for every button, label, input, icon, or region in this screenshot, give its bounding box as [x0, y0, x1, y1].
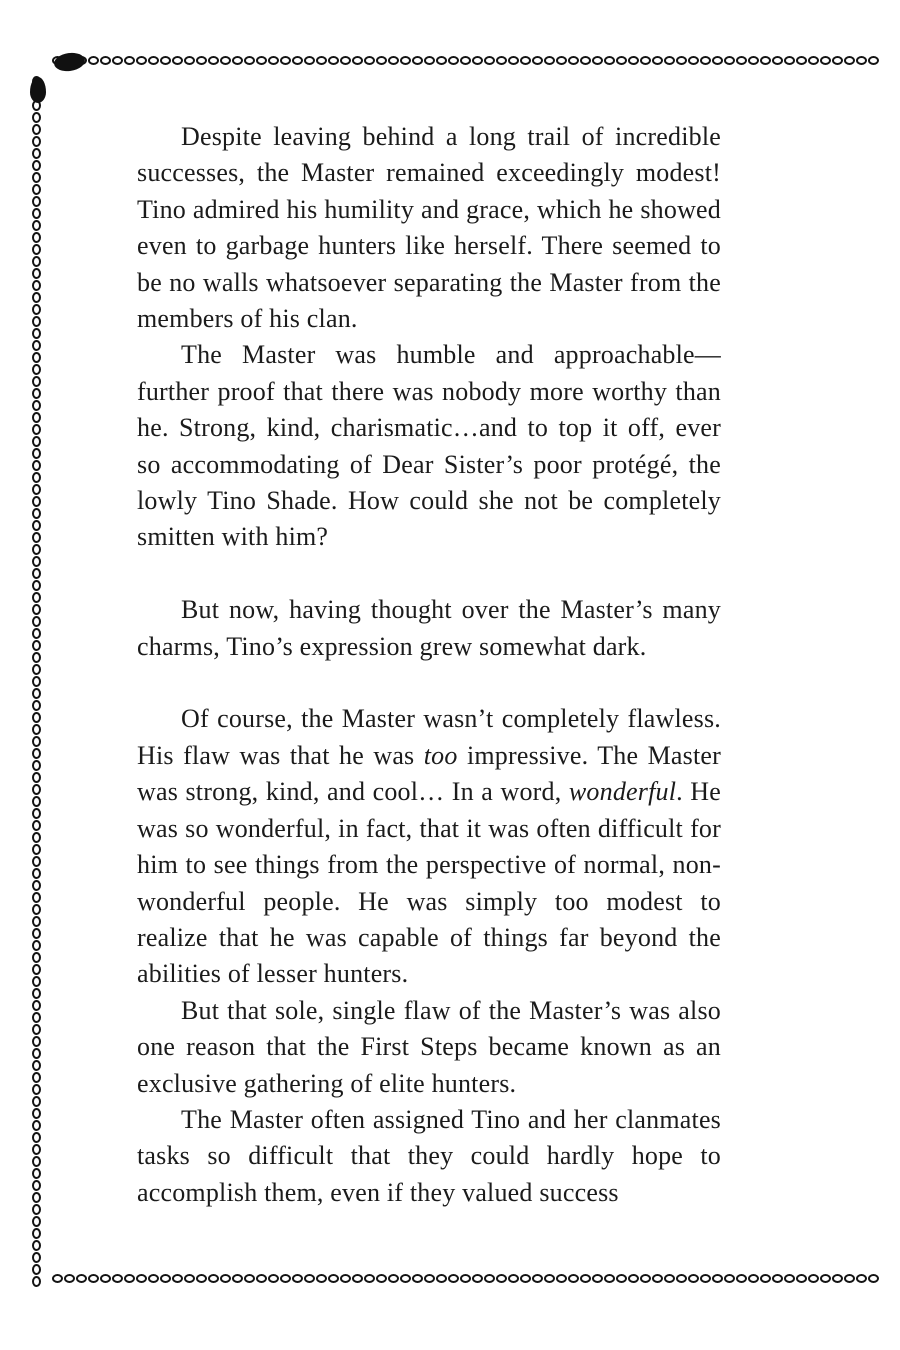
chain-link-icon — [700, 56, 711, 65]
chain-link-icon — [448, 1274, 459, 1283]
paragraph — [137, 592, 721, 665]
chain-link-icon — [100, 56, 111, 65]
chain-link-icon — [148, 1274, 159, 1283]
chain-link-icon — [244, 56, 255, 65]
chain-link-icon — [32, 652, 41, 663]
chain-link-icon — [460, 1274, 471, 1283]
chain-link-icon — [136, 1274, 147, 1283]
chain-link-icon — [32, 1096, 41, 1107]
chain-link-icon — [32, 940, 41, 951]
chain-link-icon — [32, 148, 41, 159]
chain-link-icon — [32, 988, 41, 999]
chain-link-icon — [832, 1274, 843, 1283]
chain-link-icon — [112, 1274, 123, 1283]
italic-text-run: too — [423, 740, 458, 770]
chain-link-icon — [32, 916, 41, 927]
chain-link-icon — [32, 1264, 41, 1275]
paragraph — [137, 119, 721, 337]
chain-link-icon — [32, 808, 41, 819]
chain-link-icon — [556, 1274, 567, 1283]
chain-link-icon — [664, 56, 675, 65]
chain-link-icon — [208, 56, 219, 65]
chain-link-icon — [32, 1036, 41, 1047]
chain-link-icon — [172, 1274, 183, 1283]
chain-link-icon — [772, 56, 783, 65]
chain-link-icon — [268, 1274, 279, 1283]
chain-link-icon — [148, 56, 159, 65]
chain-link-icon — [32, 316, 41, 327]
chain-link-icon — [32, 640, 41, 651]
chain-link-icon — [688, 56, 699, 65]
chain-link-icon — [760, 56, 771, 65]
chain-link-icon — [32, 568, 41, 579]
chain-link-icon — [32, 712, 41, 723]
chain-link-icon — [32, 592, 41, 603]
chain-link-icon — [32, 400, 41, 411]
chain-link-icon — [124, 56, 135, 65]
chain-link-icon — [184, 1274, 195, 1283]
chain-link-icon — [340, 1274, 351, 1283]
chain-link-icon — [32, 832, 41, 843]
chain-link-icon — [484, 56, 495, 65]
chain-link-icon — [32, 760, 41, 771]
chain-link-icon — [772, 1274, 783, 1283]
chain-link-icon — [808, 56, 819, 65]
chain-link-icon — [244, 1274, 255, 1283]
chain-link-icon — [796, 56, 807, 65]
chain-link-icon — [328, 56, 339, 65]
chain-link-icon — [460, 56, 471, 65]
chain-link-icon — [280, 1274, 291, 1283]
chain-link-icon — [352, 56, 363, 65]
chain-link-icon — [316, 1274, 327, 1283]
chain-link-icon — [32, 448, 41, 459]
chain-link-icon — [340, 56, 351, 65]
chain-link-icon — [32, 208, 41, 219]
italic-text-run: wonderful — [568, 777, 677, 807]
chain-link-icon — [436, 1274, 447, 1283]
chain-link-icon — [32, 1192, 41, 1203]
chain-link-icon — [424, 56, 435, 65]
chain-link-icon — [532, 1274, 543, 1283]
chain-link-icon — [32, 484, 41, 495]
chain-link-icon — [484, 1274, 495, 1283]
chain-link-icon — [304, 56, 315, 65]
chain-link-icon — [136, 56, 147, 65]
chain-link-icon — [436, 56, 447, 65]
chain-link-icon — [32, 532, 41, 543]
chain-link-icon — [32, 352, 41, 363]
chain-link-icon — [616, 1274, 627, 1283]
chain-link-icon — [520, 56, 531, 65]
chain-link-icon — [316, 56, 327, 65]
chain-link-icon — [32, 232, 41, 243]
chain-link-icon — [292, 1274, 303, 1283]
chain-link-icon — [32, 1216, 41, 1227]
chain-link-icon — [388, 56, 399, 65]
chain-link-icon — [32, 1000, 41, 1011]
chain-link-icon — [32, 820, 41, 831]
chain-link-icon — [448, 56, 459, 65]
chain-link-icon — [376, 56, 387, 65]
chain-link-icon — [604, 1274, 615, 1283]
chain-link-icon — [208, 1274, 219, 1283]
chain-link-icon — [88, 1274, 99, 1283]
text-run: But that sole, single flaw of the Master’s was also one reason that the First Steps became known as an exclusive gathering of elite hunters. — [137, 995, 721, 1098]
chain-link-icon — [412, 1274, 423, 1283]
chain-link-icon — [32, 1180, 41, 1191]
paragraph — [137, 337, 721, 555]
chain-link-icon — [64, 1274, 75, 1283]
chain-link-icon — [32, 1120, 41, 1131]
chain-link-icon — [32, 388, 41, 399]
chain-link-icon — [32, 604, 41, 615]
chain-link-icon — [424, 1274, 435, 1283]
chain-link-icon — [544, 1274, 555, 1283]
chain-link-icon — [628, 56, 639, 65]
chain-link-icon — [32, 976, 41, 987]
chain-link-icon — [556, 56, 567, 65]
chain-link-icon — [760, 1274, 771, 1283]
chain-link-icon — [868, 56, 879, 65]
chain-link-icon — [700, 1274, 711, 1283]
chain-link-icon — [844, 56, 855, 65]
chain-link-icon — [796, 1274, 807, 1283]
chain-link-icon — [232, 56, 243, 65]
chain-link-icon — [32, 460, 41, 471]
chain-link-icon — [32, 784, 41, 795]
chain-link-icon — [472, 56, 483, 65]
chain-link-icon — [32, 1228, 41, 1239]
chain-link-icon — [256, 1274, 267, 1283]
chain-link-icon — [748, 1274, 759, 1283]
chain-link-icon — [868, 1274, 879, 1283]
chain-link-icon — [844, 1274, 855, 1283]
chain-link-icon — [688, 1274, 699, 1283]
chain-link-icon — [32, 928, 41, 939]
chain-link-icon — [400, 1274, 411, 1283]
chain-link-icon — [724, 56, 735, 65]
chain-link-icon — [32, 1084, 41, 1095]
chain-link-icon — [32, 292, 41, 303]
chain-link-icon — [412, 56, 423, 65]
text-run: Of course, the Master wasn’t completely flawless. His flaw was that he was — [137, 704, 721, 770]
chain-link-icon — [32, 952, 41, 963]
chain-link-icon — [32, 664, 41, 675]
chain-link-icon — [32, 1168, 41, 1179]
chain-link-icon — [32, 700, 41, 711]
chain-link-icon — [32, 508, 41, 519]
chain-link-icon — [32, 1060, 41, 1071]
chain-link-icon — [32, 628, 41, 639]
chain-link-icon — [32, 772, 41, 783]
paragraph — [137, 993, 721, 1102]
chain-link-icon — [32, 184, 41, 195]
chain-link-icon — [220, 56, 231, 65]
chain-link-icon — [748, 56, 759, 65]
chain-bead-top — [53, 51, 86, 73]
text-run: The Master often assigned Tino and her clanmates tasks so difficult that they could hardly hope to accomplish them, even if they valued success — [137, 1104, 721, 1207]
chain-link-icon — [52, 1274, 63, 1283]
chain-link-icon — [32, 1240, 41, 1251]
chain-link-icon — [196, 56, 207, 65]
chain-link-icon — [32, 520, 41, 531]
page-text — [137, 119, 721, 1211]
chain-link-icon — [32, 136, 41, 147]
chain-link-icon — [832, 56, 843, 65]
chain-link-icon — [592, 56, 603, 65]
chain-link-icon — [328, 1274, 339, 1283]
chain-link-icon — [32, 616, 41, 627]
chain-link-icon — [32, 196, 41, 207]
chain-link-icon — [32, 472, 41, 483]
chain-link-icon — [196, 1274, 207, 1283]
chain-link-icon — [304, 1274, 315, 1283]
chain-link-icon — [220, 1274, 231, 1283]
chain-link-icon — [280, 56, 291, 65]
chain-link-icon — [32, 544, 41, 555]
chain-link-icon — [32, 160, 41, 171]
chain-link-icon — [32, 868, 41, 879]
chain-link-icon — [32, 556, 41, 567]
chain-link-icon — [472, 1274, 483, 1283]
chain-link-icon — [580, 56, 591, 65]
chain-link-icon — [256, 56, 267, 65]
chain-link-icon — [508, 56, 519, 65]
chain-link-icon — [32, 1012, 41, 1023]
chain-link-icon — [400, 56, 411, 65]
chain-link-icon — [184, 56, 195, 65]
chain-link-icon — [268, 56, 279, 65]
chain-link-icon — [628, 1274, 639, 1283]
chain-link-icon — [736, 1274, 747, 1283]
chain-link-icon — [32, 1072, 41, 1083]
chain-link-icon — [496, 56, 507, 65]
chain-link-icon — [160, 1274, 171, 1283]
chain-link-icon — [32, 724, 41, 735]
chain-link-icon — [724, 1274, 735, 1283]
chain-link-icon — [364, 1274, 375, 1283]
chain-link-icon — [568, 1274, 579, 1283]
chain-link-icon — [568, 56, 579, 65]
chain-link-icon — [856, 1274, 867, 1283]
chain-link-icon — [592, 1274, 603, 1283]
chain-link-icon — [712, 56, 723, 65]
chain-link-icon — [32, 1108, 41, 1119]
chain-link-icon — [496, 1274, 507, 1283]
text-run: impressive. The Master was strong, kind, and cool… In a word, — [137, 740, 721, 807]
chain-link-icon — [32, 256, 41, 267]
chain-link-icon — [32, 880, 41, 891]
paragraph — [137, 701, 721, 992]
chain-link-icon — [676, 56, 687, 65]
paragraph — [137, 1102, 721, 1211]
chain-link-icon — [532, 56, 543, 65]
chain-link-icon — [352, 1274, 363, 1283]
chain-link-icon — [32, 304, 41, 315]
chain-link-icon — [616, 56, 627, 65]
chain-link-icon — [32, 244, 41, 255]
chain-link-icon — [32, 856, 41, 867]
chain-link-icon — [100, 1274, 111, 1283]
chain-link-icon — [856, 56, 867, 65]
text-run: The Master was humble and approachable—further proof that there was nobody more worthy than he. Strong, kind, charismatic…and to top it off, ever so accommodating of Dear Sister’s poor protégé, the lowly Tino Shade. How could she not be completely smitten with him? — [137, 340, 721, 552]
chain-link-icon — [784, 56, 795, 65]
chain-link-icon — [580, 1274, 591, 1283]
chain-link-icon — [652, 56, 663, 65]
chain-link-icon — [124, 1274, 135, 1283]
text-run: . He was so wonderful, in fact, that it was often difficult for him to see things from the perspective of normal, non-wonderful people. He was simply too modest to realize that he was capable of things far beyond the abilities of lesser hunters. — [137, 777, 721, 989]
chain-link-icon — [32, 124, 41, 135]
chain-link-icon — [112, 56, 123, 65]
chain-link-icon — [676, 1274, 687, 1283]
chain-link-icon — [32, 676, 41, 687]
chain-link-icon — [820, 56, 831, 65]
chain-link-icon — [32, 1048, 41, 1059]
chain-link-icon — [664, 1274, 675, 1283]
chain-border-left — [32, 76, 41, 1288]
chain-link-icon — [160, 56, 171, 65]
chain-link-icon — [32, 796, 41, 807]
chain-link-icon — [32, 1132, 41, 1143]
chain-link-icon — [32, 328, 41, 339]
chain-link-icon — [32, 1156, 41, 1167]
chain-link-icon — [32, 1276, 41, 1287]
chain-link-icon — [32, 964, 41, 975]
chain-link-icon — [232, 1274, 243, 1283]
chain-link-icon — [32, 1024, 41, 1035]
chain-link-icon — [32, 748, 41, 759]
chain-link-icon — [520, 1274, 531, 1283]
chain-link-icon — [32, 736, 41, 747]
chain-link-icon — [784, 1274, 795, 1283]
chain-link-icon — [32, 364, 41, 375]
chain-link-icon — [32, 1204, 41, 1215]
chain-link-icon — [32, 280, 41, 291]
chain-link-icon — [32, 220, 41, 231]
chain-link-icon — [32, 424, 41, 435]
chain-link-icon — [32, 268, 41, 279]
chain-link-icon — [736, 56, 747, 65]
chain-link-icon — [292, 56, 303, 65]
chain-bead-left — [30, 77, 46, 103]
chain-link-icon — [376, 1274, 387, 1283]
chain-link-icon — [32, 892, 41, 903]
chain-link-icon — [364, 56, 375, 65]
chain-link-icon — [604, 56, 615, 65]
chain-link-icon — [544, 56, 555, 65]
chain-link-icon — [652, 1274, 663, 1283]
chain-link-icon — [32, 904, 41, 915]
chain-link-icon — [88, 56, 99, 65]
chain-border-bottom — [52, 1274, 880, 1283]
chain-link-icon — [32, 688, 41, 699]
text-run: But now, having thought over the Master’s many charms, Tino’s expression grew somewhat dark. — [137, 595, 721, 661]
chain-link-icon — [32, 496, 41, 507]
chain-border-top — [52, 56, 880, 65]
chain-link-icon — [508, 1274, 519, 1283]
chain-link-icon — [808, 1274, 819, 1283]
chain-link-icon — [32, 1252, 41, 1263]
chain-link-icon — [32, 436, 41, 447]
chain-link-icon — [388, 1274, 399, 1283]
chain-link-icon — [32, 1144, 41, 1155]
chain-link-icon — [712, 1274, 723, 1283]
chain-link-icon — [640, 1274, 651, 1283]
chain-link-icon — [820, 1274, 831, 1283]
chain-link-icon — [32, 340, 41, 351]
chain-link-icon — [172, 56, 183, 65]
text-run: Despite leaving behind a long trail of incredible successes, the Master remained exceedingly modest! Tino admired his humility and grace, which he showed even to garbage hunters like herself. There seemed to be no walls whatsoever separating the Master from the members of his clan. — [137, 122, 721, 334]
chain-link-icon — [32, 580, 41, 591]
chain-link-icon — [32, 412, 41, 423]
chain-link-icon — [32, 112, 41, 123]
chain-link-icon — [32, 844, 41, 855]
chain-link-icon — [32, 376, 41, 387]
chain-link-icon — [76, 1274, 87, 1283]
chain-link-icon — [640, 56, 651, 65]
chain-link-icon — [32, 172, 41, 183]
